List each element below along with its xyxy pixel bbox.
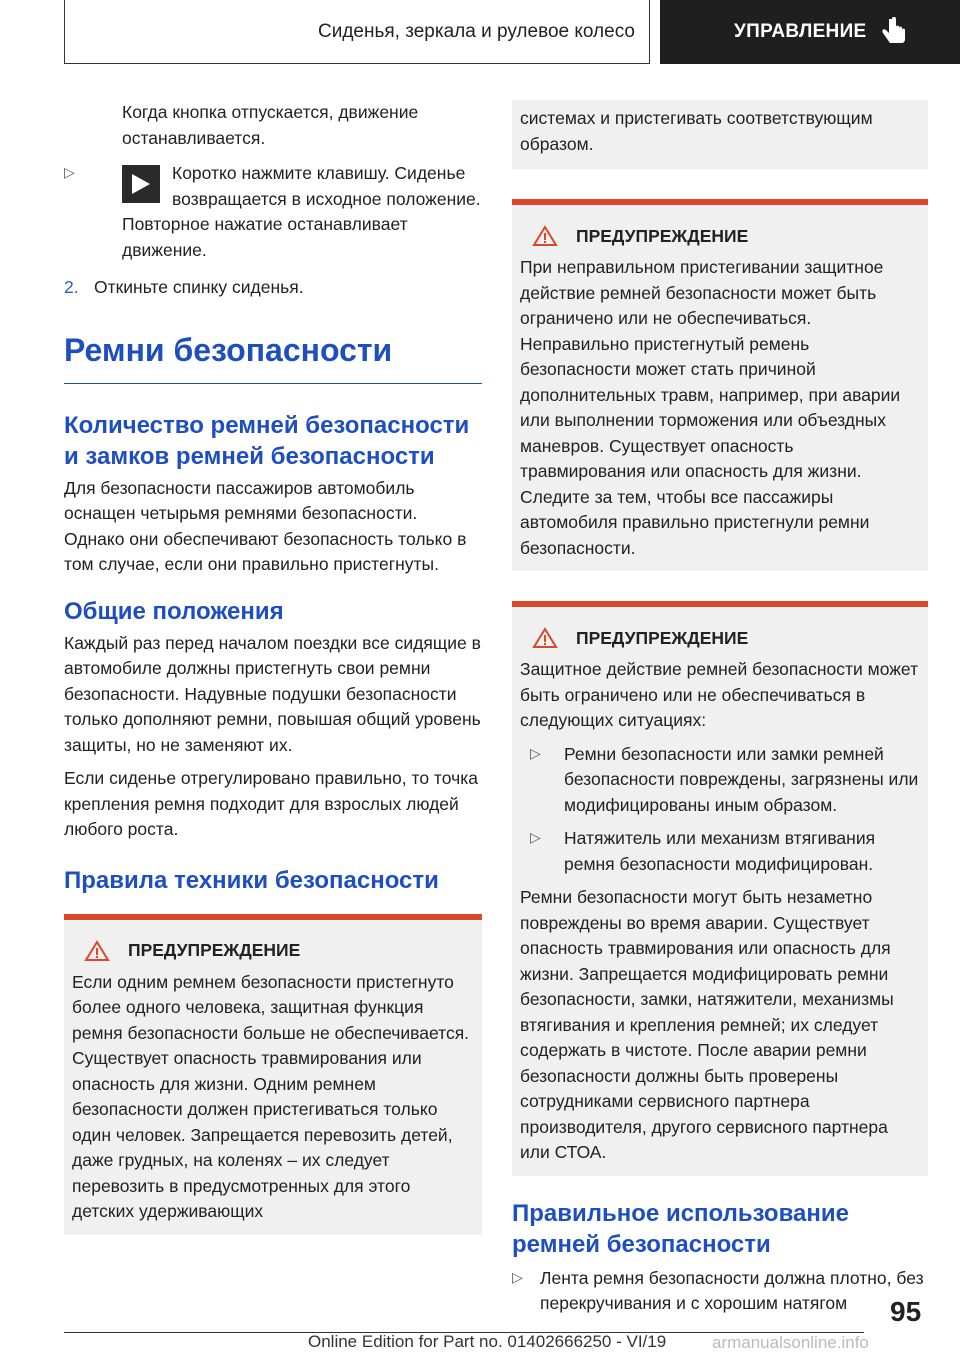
bullet-triangle-icon: ▷: [64, 164, 75, 180]
page-number: 95: [890, 1296, 922, 1327]
heading-belt-count: Количество ремней безопасности и замков ремней безопасности: [64, 411, 470, 470]
header-chapter: [660, 0, 960, 64]
header-section-title: [64, 0, 650, 64]
play-text: Коротко нажмите клавишу. Сиденье возвращается в исходное положение. Повторное нажатие останавливает движение.: [122, 163, 481, 260]
bullet-triangle-icon: ▷: [530, 744, 541, 761]
list-item: [520, 742, 920, 819]
step-2: [64, 275, 482, 301]
heading-safety-rules: Правила техники безопасности: [64, 866, 439, 894]
paragraph-belt-count: Для безопасности пассажиров автомобиль оснащен четырьмя ремнями безопасности. Однако они обеспечивают безопасность только в том случае, если они правильно пристегнуты.: [64, 477, 467, 574]
warning-title: ПРЕДУПРЕЖДЕНИЕ: [576, 225, 749, 246]
list-item-play: [64, 161, 482, 263]
warning-text-3: Ремни безопасности могут быть незаметно повреждены во время аварии. Существует опасность травмирования или опасность для жизни. Запрещается модифицировать ремни безопасности, замки, натяжители, механизмы втягивания и крепления ремней; их следует содержать в чистоте. После аварии ремни безопасности должны быть проверены сотрудниками сервисного партнера производителя, другого сервисного партнера или СТОА.: [520, 887, 894, 1162]
chapter-title: УПРАВЛЕНИЕ: [734, 21, 867, 42]
warning-icon: [84, 940, 110, 962]
warning-title-row: [520, 225, 920, 247]
bullet-triangle-icon: ▷: [512, 1268, 523, 1285]
warning-box-3: [512, 601, 928, 1176]
warning-title-row: [520, 627, 920, 649]
warning-intro-3: Защитное действие ремней безопасности может быть ограничено или не обеспечиваться в следующих ситуациях:: [520, 659, 919, 730]
hand-pointer-icon: [881, 17, 907, 47]
section-title: Сиденья, зеркала и рулевое колесо: [318, 20, 635, 42]
paragraph-general-1: Каждый раз перед началом поездки все сидящие в автомобиле должны пристегнуть свои ремни безопасности. Надувные подушки безопасности только дополняют ремни, повышая общий уровень защиты, но не заменяют их.: [64, 632, 481, 755]
warning-text-2: При неправильном пристегивании защитное действие ремней безопасности может быть ограничено или не обеспечиваться. Неправильно пристегнутый ремень безопасности может стать причиной дополнительных травм, например, при аварии или выполнении торможения или объездных маневров. Существует опасность травмирования или опасность для жизни. Следите за тем, чтобы все пассажиры автомобиля правильно пристегнули ремни безопасности.: [520, 257, 901, 558]
warning-bullet-1: Ремни безопасности или замки ремней безопасности повреждены, загрязнены или модифицированы иным образом.: [564, 743, 919, 815]
usage-bullet-1: Лента ремня безопасности должна плотно, без перекручивания и с хорошим натягом: [540, 1267, 924, 1313]
warning-box-1: [64, 914, 482, 1235]
warning-icon: [532, 627, 558, 649]
warning-title-row: [72, 940, 474, 962]
step-text: Откиньте спинку сиденья.: [94, 277, 304, 297]
footer-edition: Online Edition for Part no. 01402666250 - VI/19: [308, 1332, 667, 1351]
right-column: [512, 100, 928, 1317]
bullet-triangle-icon: ▷: [530, 829, 541, 845]
heading-general: Общие положения: [64, 597, 284, 625]
play-button-icon: [122, 165, 160, 203]
intro-text: Когда кнопка отпускается, движение останавливается.: [122, 102, 419, 148]
warning-title: ПРЕДУПРЕЖДЕНИЕ: [128, 940, 301, 960]
heading-correct-usage: Правильное использование ремней безопасности: [512, 1199, 849, 1258]
watermark: armanualsonline.info: [712, 1333, 869, 1352]
warning-box-2: [512, 199, 928, 571]
step-number: 2.: [64, 277, 79, 297]
warning-text-1: Если одним ремнем безопасности пристегнуто более одного человека, защитная функция ремня безопасности больше не обеспечивается. Существует опасность травмирования или опасность для жизни. Одним ремнем безопасности должен пристегиваться только один человек. Запрещается перевозить детей, даже грудных, на коленях – их следует перевозить в предусмотренных для этого детских удерживающих: [72, 971, 470, 1221]
left-column: [64, 100, 482, 1235]
warning-continuation: [512, 100, 928, 169]
paragraph-general-2: Если сиденье отрегулировано правильно, то точка крепления ремня подходит для взрослых людей любого роста.: [64, 768, 478, 839]
list-item: [512, 1266, 928, 1317]
continuation-text: системах и пристегивать соответствующим образом.: [520, 108, 873, 154]
warning-bullet-2: Натяжитель или механизм втягивания ремня безопасности модифицирован.: [564, 828, 876, 874]
list-item: [520, 826, 920, 877]
warning-title: ПРЕДУПРЕЖДЕНИЕ: [576, 627, 749, 648]
section-heading: Ремни безопасности: [64, 331, 482, 384]
warning-icon: [532, 225, 558, 247]
